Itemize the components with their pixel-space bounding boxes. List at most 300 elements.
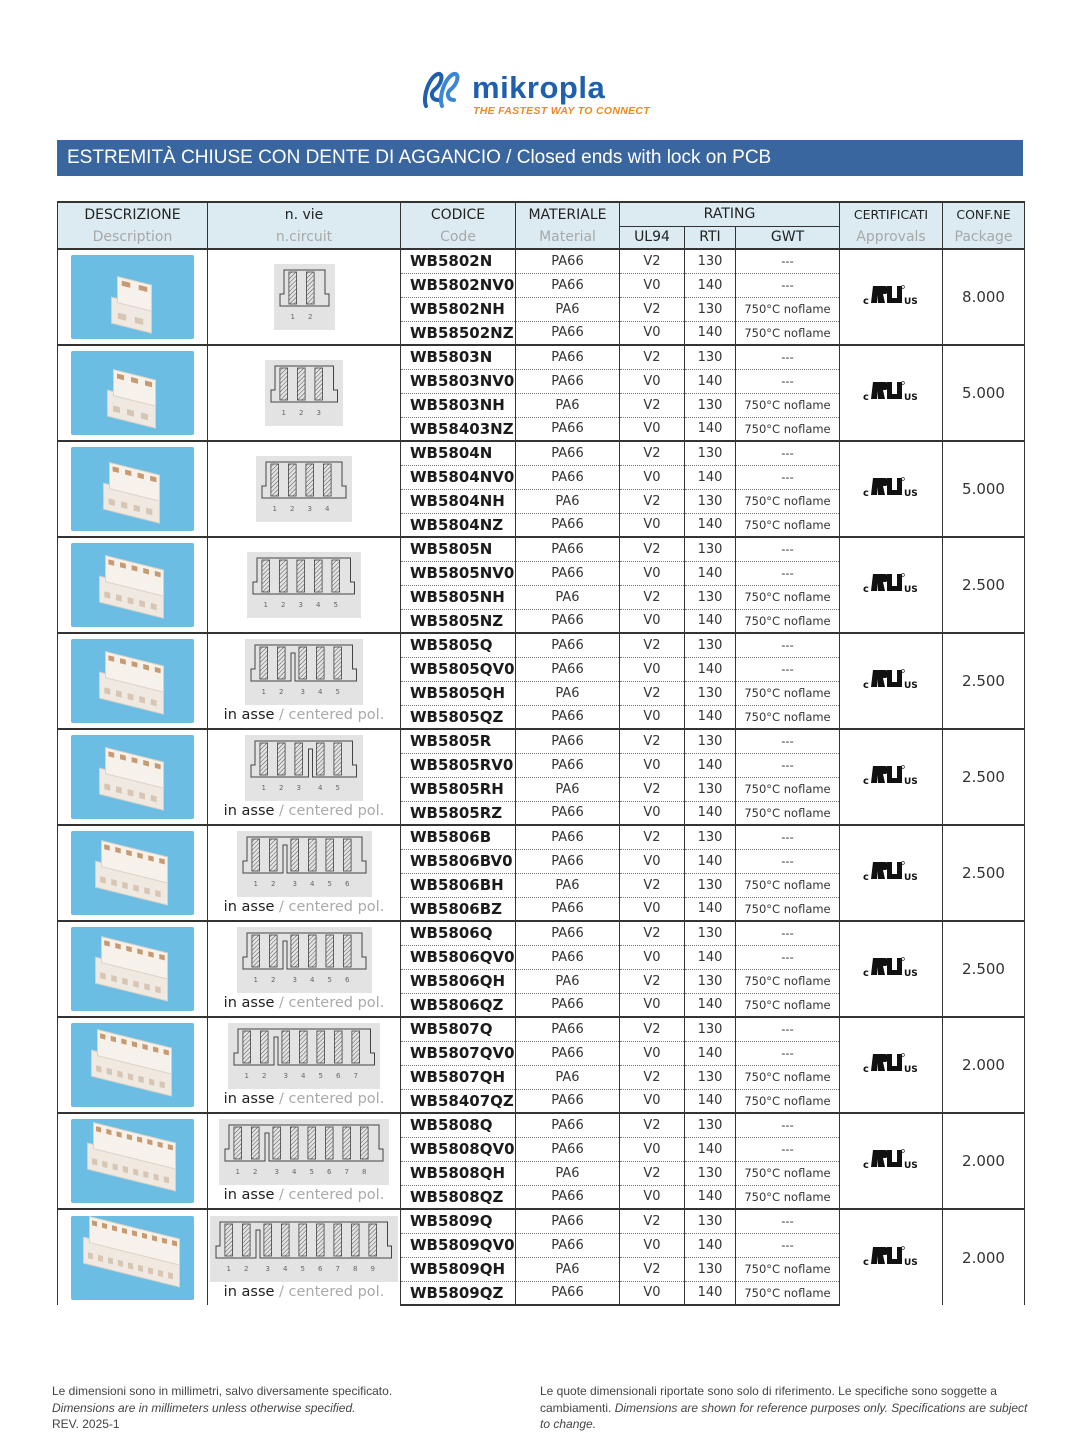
table-row: [58, 921, 1025, 945]
material-cell: PA66: [516, 1233, 620, 1257]
ul94-cell: V0: [620, 1233, 685, 1257]
material-cell: PA66: [516, 1089, 620, 1113]
approval-cell: [840, 921, 943, 1017]
approval-cell: [840, 825, 943, 921]
part-code: WB5809QV0: [401, 1233, 516, 1257]
footer-disclaimer-it: Le quote dimensionali riportate sono solo di riferimento. Le specifiche sono soggette a cambiamenti.: [540, 1384, 997, 1415]
material-cell: PA66: [516, 801, 620, 825]
cul-us-certification-icon: [863, 1244, 919, 1268]
svg-text:1: 1: [290, 313, 295, 321]
rti-cell: 130: [685, 441, 736, 465]
gwt-cell: 750°C noflame: [736, 297, 840, 321]
svg-text:1: 1: [272, 505, 277, 513]
part-code: WB5808QZ: [401, 1185, 516, 1209]
material-cell: PA6: [516, 489, 620, 513]
ul94-cell: V0: [620, 801, 685, 825]
ul94-cell: V0: [620, 897, 685, 921]
approval-cell: [840, 1017, 943, 1113]
ul94-cell: V2: [620, 489, 685, 513]
brand-tagline: THE FASTEST WAY TO CONNECT: [473, 105, 650, 117]
package-qty: 2.500: [943, 537, 1025, 633]
rti-cell: 140: [685, 561, 736, 585]
ul94-cell: V0: [620, 849, 685, 873]
svg-text:3: 3: [307, 505, 312, 513]
circuit-diagram-cell: [208, 249, 401, 345]
table-row: [58, 1017, 1025, 1041]
approval-cell: [840, 729, 943, 825]
part-code: WB5805QZ: [401, 705, 516, 729]
gwt-cell: ---: [736, 1209, 840, 1233]
rti-cell: 140: [685, 753, 736, 777]
material-cell: PA66: [516, 561, 620, 585]
svg-text:US: US: [904, 585, 918, 595]
pinout-diagram: [237, 831, 372, 897]
gwt-cell: 750°C noflame: [736, 1065, 840, 1089]
part-code: WB5802NH: [401, 297, 516, 321]
polarization-it: in asse: [223, 995, 275, 1011]
part-code: WB5807QH: [401, 1065, 516, 1089]
svg-text:4: 4: [316, 601, 321, 609]
gwt-cell: 750°C noflame: [736, 993, 840, 1017]
package-qty: 2.500: [943, 921, 1025, 1017]
svg-text:4: 4: [318, 688, 323, 696]
product-photo: [71, 927, 194, 1011]
header-circuit: n. vie: [208, 202, 401, 226]
product-photo-cell: [58, 921, 208, 1017]
ul94-cell: V2: [620, 1065, 685, 1089]
rti-cell: 140: [685, 945, 736, 969]
svg-text:2: 2: [279, 784, 284, 792]
footer-disclaimer-en: Dimensions are shown for reference purposes only. Specifications are subject to change.: [540, 1400, 1028, 1431]
circuit-diagram-cell: [208, 1017, 401, 1113]
part-code: WB5804NV0: [401, 465, 516, 489]
material-cell: PA66: [516, 849, 620, 873]
pinout-diagram: [237, 927, 372, 993]
svg-text:6: 6: [344, 976, 349, 984]
package-qty: 5.000: [943, 345, 1025, 441]
package-qty: 2.000: [943, 1209, 1025, 1305]
ul94-cell: V2: [620, 633, 685, 657]
rti-cell: 130: [685, 969, 736, 993]
svg-text:1: 1: [235, 1168, 240, 1176]
svg-text:US: US: [904, 297, 918, 307]
part-code: WB5804N: [401, 441, 516, 465]
material-cell: PA66: [516, 369, 620, 393]
product-photo-cell: [58, 441, 208, 537]
gwt-cell: 750°C noflame: [736, 681, 840, 705]
ul94-cell: V0: [620, 705, 685, 729]
rti-cell: 140: [685, 1233, 736, 1257]
part-code: WB5806Q: [401, 921, 516, 945]
svg-text:US: US: [904, 393, 918, 403]
product-photo-cell: [58, 1209, 208, 1305]
polarization-it: in asse: [223, 803, 275, 819]
ul94-cell: V2: [620, 729, 685, 753]
part-code: WB5804NH: [401, 489, 516, 513]
part-code: WB5806B: [401, 825, 516, 849]
rti-cell: 130: [685, 729, 736, 753]
header-package: CONF.NE: [943, 202, 1025, 226]
part-code: WB5806BH: [401, 873, 516, 897]
rti-cell: 130: [685, 633, 736, 657]
svg-text:2: 2: [279, 688, 284, 696]
part-code: WB5805QH: [401, 681, 516, 705]
svg-text:c: c: [863, 872, 869, 883]
part-code: WB5809QH: [401, 1257, 516, 1281]
polarization-en: centered pol.: [288, 803, 385, 819]
material-cell: PA6: [516, 1065, 620, 1089]
footer-right-note: [540, 1383, 1040, 1433]
rti-cell: 130: [685, 489, 736, 513]
product-photo-cell: [58, 1113, 208, 1209]
gwt-cell: 750°C noflame: [736, 705, 840, 729]
product-table: [57, 201, 1025, 1306]
table-row: [58, 249, 1025, 273]
material-cell: PA6: [516, 681, 620, 705]
footer-note-en: Dimensions are in millimeters unless otherwise specified.: [52, 1400, 356, 1415]
ul94-cell: V2: [620, 345, 685, 369]
pinout-diagram: [247, 552, 361, 618]
circuit-diagram-cell: [208, 921, 401, 1017]
svg-text:6: 6: [327, 1168, 332, 1176]
svg-text:US: US: [904, 1257, 918, 1268]
gwt-cell: ---: [736, 1041, 840, 1065]
pinout-diagram: [245, 639, 363, 705]
rti-cell: 140: [685, 1185, 736, 1209]
svg-text:2: 2: [290, 505, 295, 513]
part-code: WB5805RV0: [401, 753, 516, 777]
material-cell: PA66: [516, 513, 620, 537]
gwt-cell: ---: [736, 1137, 840, 1161]
gwt-cell: 750°C noflame: [736, 1089, 840, 1113]
material-cell: PA66: [516, 825, 620, 849]
cul-us-certification-icon: [863, 763, 919, 787]
polarization-sep: /: [274, 899, 289, 915]
polarization-caption: [224, 1284, 385, 1300]
gwt-cell: 750°C noflame: [736, 1161, 840, 1185]
material-cell: PA6: [516, 873, 620, 897]
circuit-diagram-cell: [208, 345, 401, 441]
material-cell: PA66: [516, 729, 620, 753]
svg-text:3: 3: [283, 1072, 288, 1080]
gwt-cell: ---: [736, 849, 840, 873]
polarization-caption: [224, 995, 385, 1011]
product-photo: [71, 1023, 194, 1107]
part-code: WB5805Q: [401, 633, 516, 657]
product-photo: [71, 1119, 194, 1203]
svg-text:c: c: [863, 488, 869, 499]
cul-us-certification-icon: [863, 667, 919, 691]
part-code: WB58403NZ: [401, 417, 516, 441]
svg-text:6: 6: [318, 1264, 323, 1273]
gwt-cell: 750°C noflame: [736, 1185, 840, 1209]
svg-text:2: 2: [298, 409, 304, 417]
gwt-cell: ---: [736, 1233, 840, 1257]
product-photo: [71, 831, 194, 915]
ul94-cell: V0: [620, 273, 685, 297]
pinout-diagram: [245, 735, 363, 801]
svg-text:7: 7: [335, 1264, 341, 1273]
rti-cell: 140: [685, 801, 736, 825]
gwt-cell: ---: [736, 825, 840, 849]
header-description: DESCRIZIONE: [58, 202, 208, 226]
rti-cell: 140: [685, 993, 736, 1017]
rti-cell: 140: [685, 705, 736, 729]
pinout-diagram: [274, 264, 335, 330]
svg-text:US: US: [904, 969, 918, 979]
pinout-diagram: [265, 360, 344, 426]
ul94-cell: V0: [620, 1137, 685, 1161]
svg-text:1: 1: [244, 1072, 249, 1080]
svg-text:3: 3: [300, 688, 306, 696]
polarization-en: centered pol.: [288, 995, 385, 1011]
svg-text:c: c: [863, 392, 869, 403]
ul94-cell: V2: [620, 441, 685, 465]
footer-left-note: [52, 1383, 512, 1433]
ul94-cell: V0: [620, 657, 685, 681]
gwt-cell: 750°C noflame: [736, 777, 840, 801]
svg-text:5: 5: [318, 1072, 323, 1080]
table-row: [58, 729, 1025, 753]
polarization-caption: [224, 707, 385, 723]
ul94-cell: V0: [620, 993, 685, 1017]
gwt-cell: ---: [736, 921, 840, 945]
part-code: WB5809Q: [401, 1209, 516, 1233]
svg-text:2: 2: [261, 1072, 267, 1080]
material-cell: PA6: [516, 585, 620, 609]
svg-text:c: c: [863, 584, 869, 595]
material-cell: PA66: [516, 1113, 620, 1137]
ul94-cell: V0: [620, 1185, 685, 1209]
polarization-caption: [224, 803, 385, 819]
svg-text:2: 2: [270, 880, 275, 888]
ul94-cell: V2: [620, 1017, 685, 1041]
polarization-sep: /: [274, 1187, 289, 1203]
product-photo-cell: [58, 729, 208, 825]
rti-cell: 130: [685, 585, 736, 609]
material-cell: PA66: [516, 1137, 620, 1161]
polarization-caption: [224, 899, 385, 915]
circuit-diagram-cell: [208, 633, 401, 729]
material-cell: PA66: [516, 609, 620, 633]
product-photo: [71, 351, 194, 435]
polarization-caption: [224, 1187, 385, 1203]
polarization-sep: /: [274, 1091, 289, 1107]
svg-text:US: US: [904, 1065, 918, 1075]
material-cell: PA66: [516, 273, 620, 297]
part-code: WB5805RZ: [401, 801, 516, 825]
cul-us-certification-icon: [863, 379, 919, 403]
gwt-cell: ---: [736, 729, 840, 753]
svg-text:3: 3: [292, 880, 297, 888]
rti-cell: 130: [685, 393, 736, 417]
ul94-cell: V0: [620, 513, 685, 537]
part-code: WB5805N: [401, 537, 516, 561]
ul94-cell: V2: [620, 681, 685, 705]
header-approvals-en: Approvals: [840, 226, 943, 249]
product-photo-cell: [58, 537, 208, 633]
polarization-it: in asse: [223, 1283, 275, 1300]
product-photo-cell: [58, 825, 208, 921]
gwt-cell: 750°C noflame: [736, 801, 840, 825]
part-code: WB5806BV0: [401, 849, 516, 873]
part-code: WB5808QV0: [401, 1137, 516, 1161]
mikropla-swirl-icon: [420, 70, 470, 112]
pinout-diagram: [256, 456, 352, 522]
footer-note-it: Le dimensioni sono in millimetri, salvo diversamente specificato.: [52, 1384, 393, 1398]
gwt-cell: ---: [736, 273, 840, 297]
svg-text:6: 6: [344, 880, 349, 888]
product-photo-cell: [58, 249, 208, 345]
svg-text:1: 1: [261, 688, 267, 696]
gwt-cell: ---: [736, 465, 840, 489]
material-cell: PA66: [516, 633, 620, 657]
material-cell: PA66: [516, 321, 620, 345]
cul-us-certification-icon: [863, 1147, 919, 1171]
svg-text:c: c: [863, 1064, 869, 1075]
rti-cell: 140: [685, 273, 736, 297]
svg-text:2: 2: [270, 976, 275, 984]
rti-cell: 130: [685, 345, 736, 369]
rti-cell: 140: [685, 513, 736, 537]
svg-text:1: 1: [253, 880, 258, 888]
svg-text:3: 3: [274, 1168, 279, 1176]
rti-cell: 140: [685, 321, 736, 345]
gwt-cell: 750°C noflame: [736, 1281, 840, 1305]
gwt-cell: 750°C noflame: [736, 489, 840, 513]
rti-cell: 140: [685, 369, 736, 393]
svg-text:9: 9: [370, 1264, 376, 1273]
ul94-cell: V0: [620, 369, 685, 393]
material-cell: PA6: [516, 393, 620, 417]
approval-cell: [840, 345, 943, 441]
polarization-sep: /: [274, 707, 289, 723]
gwt-cell: ---: [736, 945, 840, 969]
svg-text:2: 2: [244, 1264, 249, 1273]
gwt-cell: 750°C noflame: [736, 969, 840, 993]
gwt-cell: ---: [736, 753, 840, 777]
svg-text:1: 1: [281, 409, 286, 417]
svg-text:1: 1: [261, 784, 267, 792]
svg-text:4: 4: [318, 784, 323, 792]
part-code: WB5805RH: [401, 777, 516, 801]
gwt-cell: ---: [736, 537, 840, 561]
material-cell: PA66: [516, 249, 620, 273]
rti-cell: 140: [685, 609, 736, 633]
svg-text:3: 3: [316, 409, 321, 417]
header-package-en: Package: [943, 226, 1025, 249]
brand-name: mikropla: [472, 70, 606, 105]
ul94-cell: V0: [620, 753, 685, 777]
polarization-caption: [224, 1091, 385, 1107]
polarization-sep: /: [274, 803, 289, 819]
part-code: WB58407QZ: [401, 1089, 516, 1113]
table-row: [58, 633, 1025, 657]
svg-text:6: 6: [335, 1072, 341, 1080]
material-cell: PA66: [516, 417, 620, 441]
circuit-diagram-cell: [208, 825, 401, 921]
rti-cell: 140: [685, 417, 736, 441]
gwt-cell: ---: [736, 633, 840, 657]
gwt-cell: ---: [736, 657, 840, 681]
rti-cell: 130: [685, 297, 736, 321]
rti-cell: 130: [685, 1113, 736, 1137]
svg-text:2: 2: [307, 313, 312, 321]
rti-cell: 140: [685, 657, 736, 681]
polarization-en: centered pol.: [288, 1091, 385, 1107]
package-qty: 2.000: [943, 1017, 1025, 1113]
package-qty: 2.500: [943, 825, 1025, 921]
polarization-it: in asse: [223, 899, 275, 915]
gwt-cell: 750°C noflame: [736, 393, 840, 417]
ul94-cell: V2: [620, 393, 685, 417]
product-photo: [71, 543, 194, 627]
svg-text:4: 4: [309, 880, 314, 888]
header-description-en: Description: [58, 226, 208, 249]
svg-text:1: 1: [263, 601, 269, 609]
revision-label: REV. 2025-1: [52, 1417, 120, 1431]
material-cell: PA66: [516, 753, 620, 777]
svg-text:4: 4: [292, 1168, 297, 1176]
part-code: WB5805NH: [401, 585, 516, 609]
rti-cell: 140: [685, 1089, 736, 1113]
gwt-cell: ---: [736, 369, 840, 393]
material-cell: PA66: [516, 993, 620, 1017]
svg-text:c: c: [863, 680, 869, 691]
rti-cell: 130: [685, 537, 736, 561]
table-row: [58, 825, 1025, 849]
svg-text:c: c: [863, 776, 869, 787]
product-photo-cell: [58, 633, 208, 729]
svg-text:5: 5: [327, 880, 332, 888]
material-cell: PA66: [516, 1281, 620, 1305]
svg-text:5: 5: [335, 688, 341, 696]
product-photo: [71, 639, 194, 723]
svg-text:5: 5: [333, 601, 339, 609]
part-code: WB5804NZ: [401, 513, 516, 537]
cul-us-certification-icon: [863, 859, 919, 883]
gwt-cell: ---: [736, 249, 840, 273]
part-code: WB5806QZ: [401, 993, 516, 1017]
gwt-cell: 750°C noflame: [736, 873, 840, 897]
part-code: WB58502NZ: [401, 321, 516, 345]
rti-cell: 130: [685, 1017, 736, 1041]
ul94-cell: V2: [620, 585, 685, 609]
svg-text:3: 3: [296, 784, 302, 792]
product-photo-cell: [58, 1017, 208, 1113]
material-cell: PA6: [516, 777, 620, 801]
approval-cell: [840, 441, 943, 537]
table-row: [58, 1113, 1025, 1137]
rti-cell: 140: [685, 1137, 736, 1161]
svg-text:c: c: [863, 1160, 869, 1171]
svg-text:US: US: [904, 1161, 918, 1171]
rti-cell: 140: [685, 1041, 736, 1065]
circuit-diagram-cell: [208, 729, 401, 825]
svg-text:c: c: [863, 968, 869, 979]
approval-cell: [840, 537, 943, 633]
rti-cell: 130: [685, 1257, 736, 1281]
svg-text:3: 3: [298, 601, 304, 609]
gwt-cell: ---: [736, 441, 840, 465]
svg-text:c: c: [863, 1256, 869, 1268]
gwt-cell: 750°C noflame: [736, 321, 840, 345]
part-code: WB5807Q: [401, 1017, 516, 1041]
ul94-cell: V2: [620, 249, 685, 273]
rti-cell: 130: [685, 1209, 736, 1233]
material-cell: PA66: [516, 1041, 620, 1065]
product-photo: [71, 1216, 194, 1300]
